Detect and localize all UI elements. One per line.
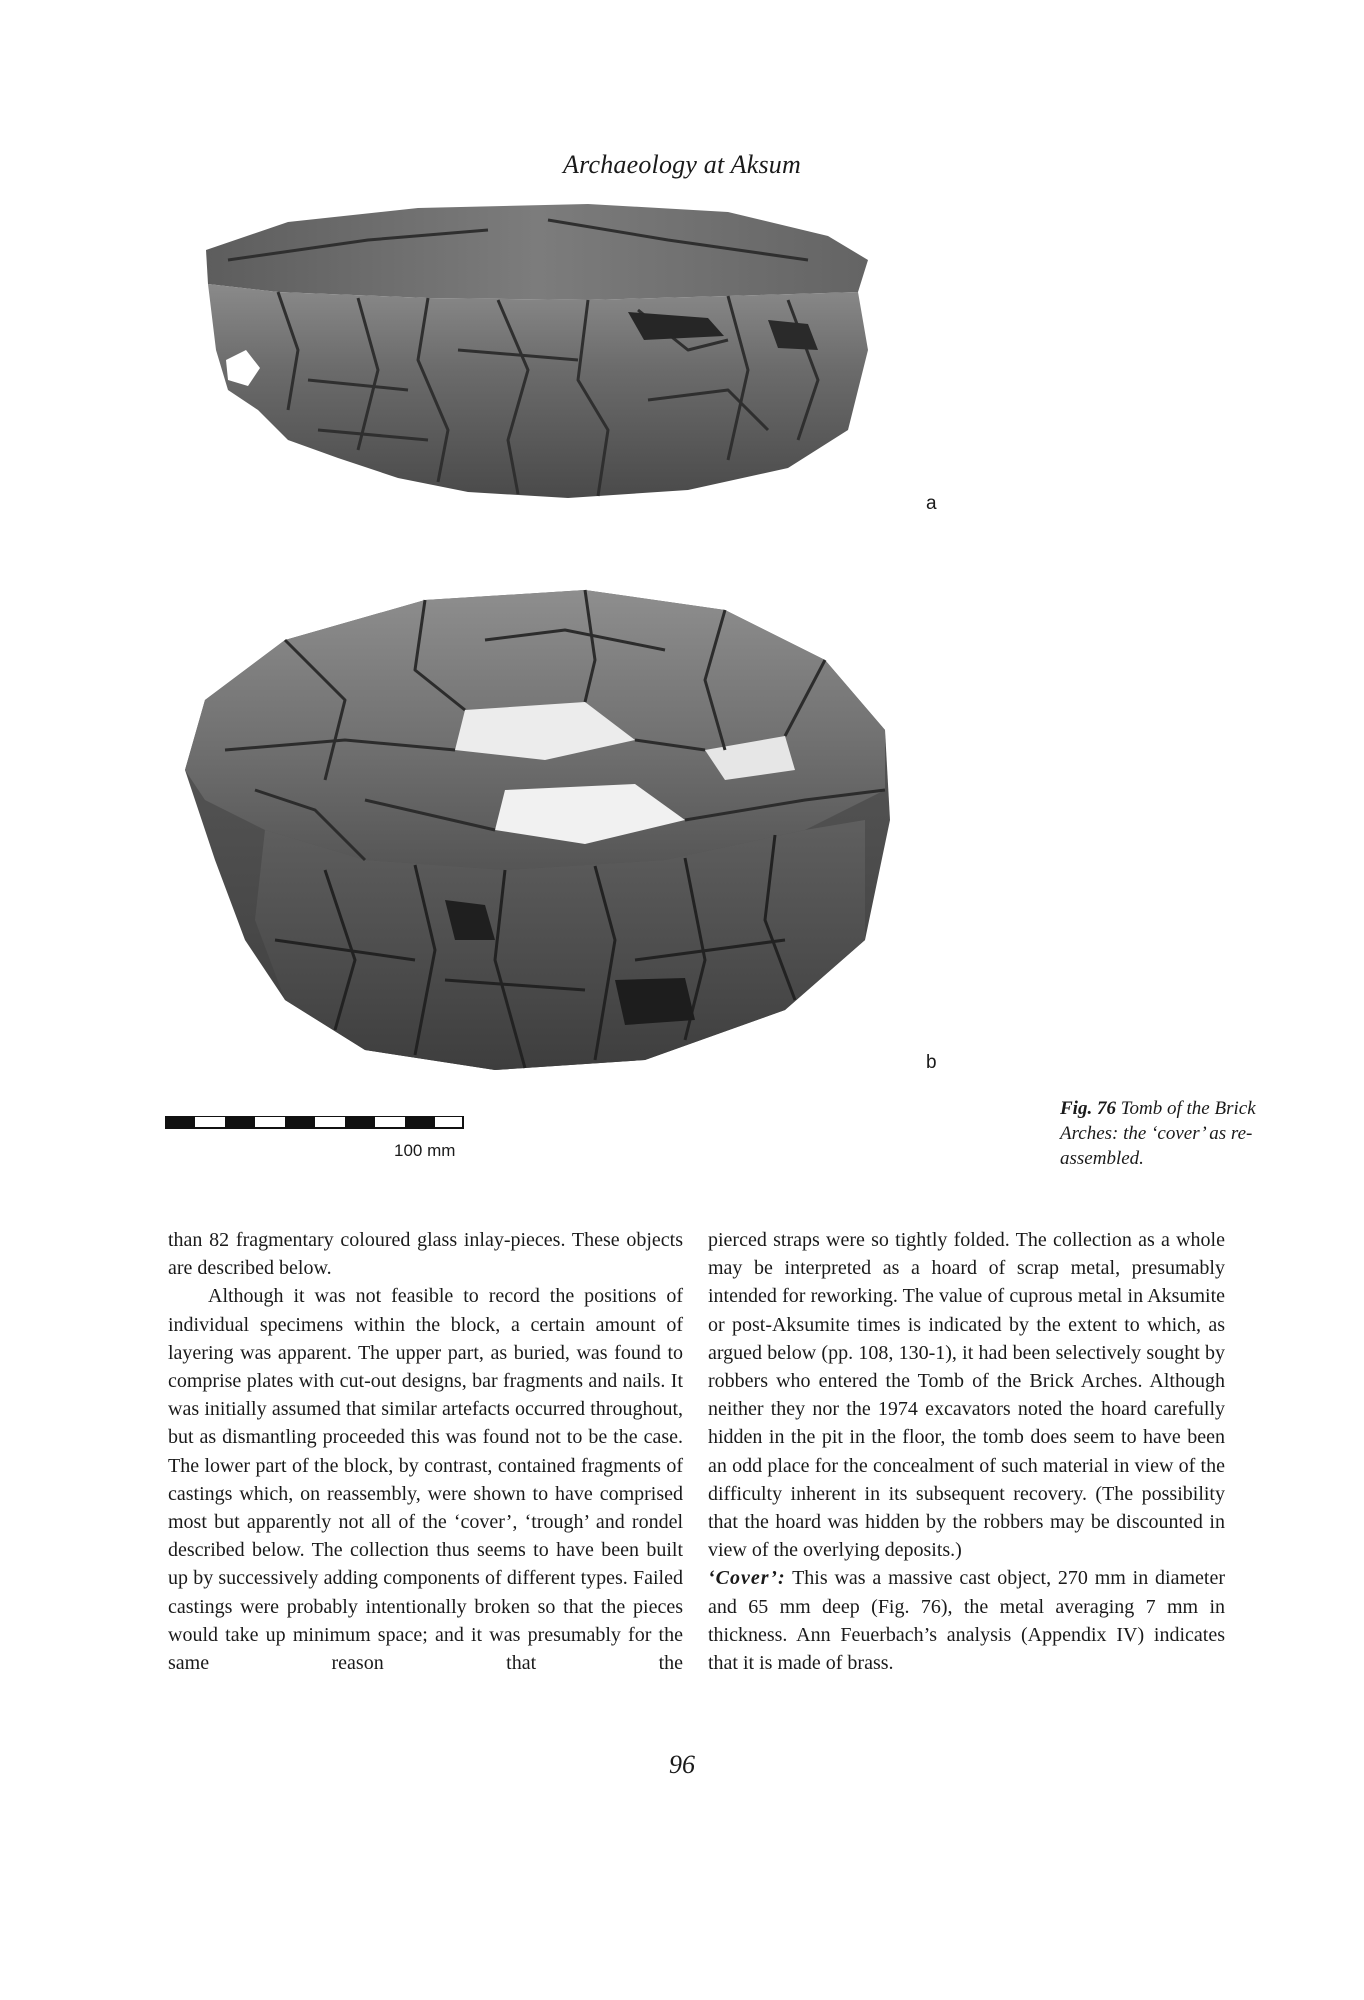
- figure-caption: [1060, 1096, 1280, 1171]
- paragraph: than 82 fragmentary coloured glass inlay-pieces. These objects are described below.: [168, 1229, 683, 1280]
- running-head: Archaeology at Aksum: [563, 150, 801, 179]
- text-column-right: [708, 1226, 1225, 1677]
- page-number: 96: [669, 1750, 695, 1779]
- figure-photo-a: [168, 200, 908, 520]
- panel-letter-a: a: [926, 493, 937, 514]
- figure-caption-text: Tomb of the Brick Arches: the ‘cover’ as re-assembled.: [1060, 1098, 1256, 1169]
- figure-number: Fig. 76: [1060, 1098, 1116, 1119]
- panel-letter-b: b: [926, 1052, 937, 1073]
- paragraph: Although it was not feasible to record the positions of individual specimens within the block, a certain amount of layering was apparent. The upper part, as buried, was found to comprise plates with cut-out designs, bar fragments and nails. It was initially assumed that similar artefacts occurred throughout, but as dismantling proceeded this was found not to be the case. The lower part of the block, by contrast, contained fragments of castings which, on reassembly, were shown to have comprised most but apparently not all of the ‘cover’, ‘trough’ and rondel described below. The collection thus seems to have been built up by successively adding components of different types. Failed castings were probably intentionally broken so that the pieces would take up minimum space; and it was presumably for the same reason that the: [168, 1285, 683, 1675]
- run-in-heading: ‘Cover’:: [708, 1567, 786, 1590]
- paragraph: [708, 1564, 1225, 1677]
- scale-label: 100 mm: [394, 1141, 456, 1160]
- paragraph-text: This was a massive cast object, 270 mm in diameter and 65 mm deep (Fig. 76), the metal averaging 7 mm in thickness. Ann Feuerbach’s analysis (Appendix IV) indicates that it is made of brass.: [708, 1567, 1226, 1675]
- figure-photo-b: [165, 560, 910, 1095]
- scale-bar: [165, 1116, 465, 1130]
- text-column-left: [168, 1226, 683, 1677]
- paragraph: pierced straps were so tightly folded. The collection as a whole may be interpreted as a hoard of scrap metal, presumably intended for reworking. The value of cuprous metal in Aksumite or post-Aksumite times is indicated by the extent to which, as argued below (pp. 108, 130-1), it had been selectively sought by robbers who entered the Tomb of the Brick Arches. Although neither they nor the 1974 excavators noted the hoard carefully hidden in the pit in the floor, the tomb does seem to have been an odd place for the concealment of such material in view of the difficulty inherent in its subsequent recovery. (The possibility that the hoard was hidden by the robbers may be discounted in view of the overlying deposits.): [708, 1229, 1225, 1562]
